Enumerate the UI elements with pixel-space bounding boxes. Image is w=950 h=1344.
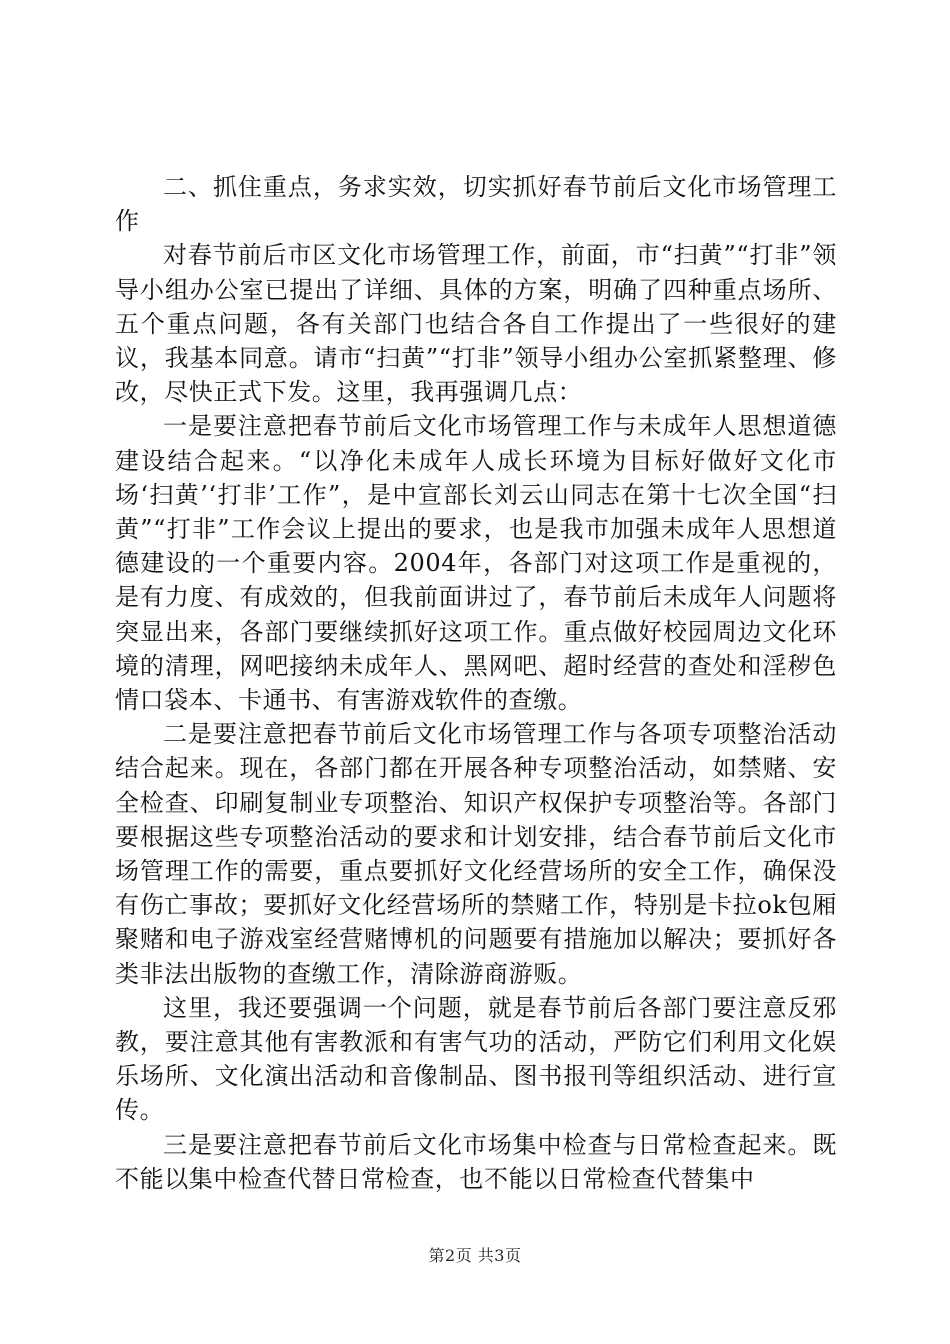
paragraph-intro: 对春节前后市区文化市场管理工作，前面，市“扫黄”“打非”领导小组办公室已提出了详细、具体的方案，明确了四种重点场所、五个重点问题，各有关部门也结合各自工作提出了一些很好的建议，我基本同意。请市“扫黄”“打非”领导小组办公室抓紧整理、修改，尽快正式下发。这里，我再强调几点：: [115, 241, 837, 407]
paragraph-anti-cult: 这里，我还要强调一个问题，就是春节前后各部门要注意反邪教，要注意其他有害教派和有害气功的活动，严防它们利用文化娱乐场所、文化演出活动和音像制品、图书报刊等组织活动、进行宣传。: [115, 993, 837, 1125]
document-body: [115, 170, 837, 1196]
section-heading: 二、抓住重点，务求实效，切实抓好春节前后文化市场管理工作: [115, 173, 837, 236]
paragraph-point-three: 三是要注意把春节前后文化市场集中检查与日常检查起来。既不能以集中检查代替日常检查，也不能以日常检查代替集中: [115, 1130, 837, 1193]
page-footer: 第2页 共3页: [428, 1246, 522, 1265]
paragraph-point-one: 一是要注意把春节前后文化市场管理工作与未成年人思想道德建设结合起来。“以净化未成年人成长环境为目标好做好文化市场‘扫黄’‘打非’工作”，是中宣部长刘云山同志在第十七次全国“扫黄”“打非”工作会议上提出的要求，也是我市加强未成年人思想道德建设的一个重要内容。2004年，各部门对这项工作是重视的，是有力度、有成效的，但我前面讲过了，春节前后未成年人问题将突显出来，各部门要继续抓好这项工作。重点做好校园周边文化环境的清理，网吧接纳未成年人、黑网吧、超时经营的查处和淫秽色情口袋本、卡通书、有害游戏软件的查缴。: [115, 412, 837, 715]
paragraph-point-two: 二是要注意把春节前后文化市场管理工作与各项专项整治活动结合起来。现在，各部门都在开展各种专项整治活动，如禁赌、安全检查、印刷复制业专项整治、知识产权保护专项整治等。各部门要根据这些专项整治活动的要求和计划安排，结合春节前后文化市场管理工作的需要，重点要抓好文化经营场所的安全工作，确保没有伤亡事故；要抓好文化经营场所的禁赌工作，特别是卡拉ok包厢聚赌和电子游戏室经营赌博机的问题要有措施加以解决；要抓好各类非法出版物的查缴工作，清除游商游贩。: [115, 720, 837, 988]
